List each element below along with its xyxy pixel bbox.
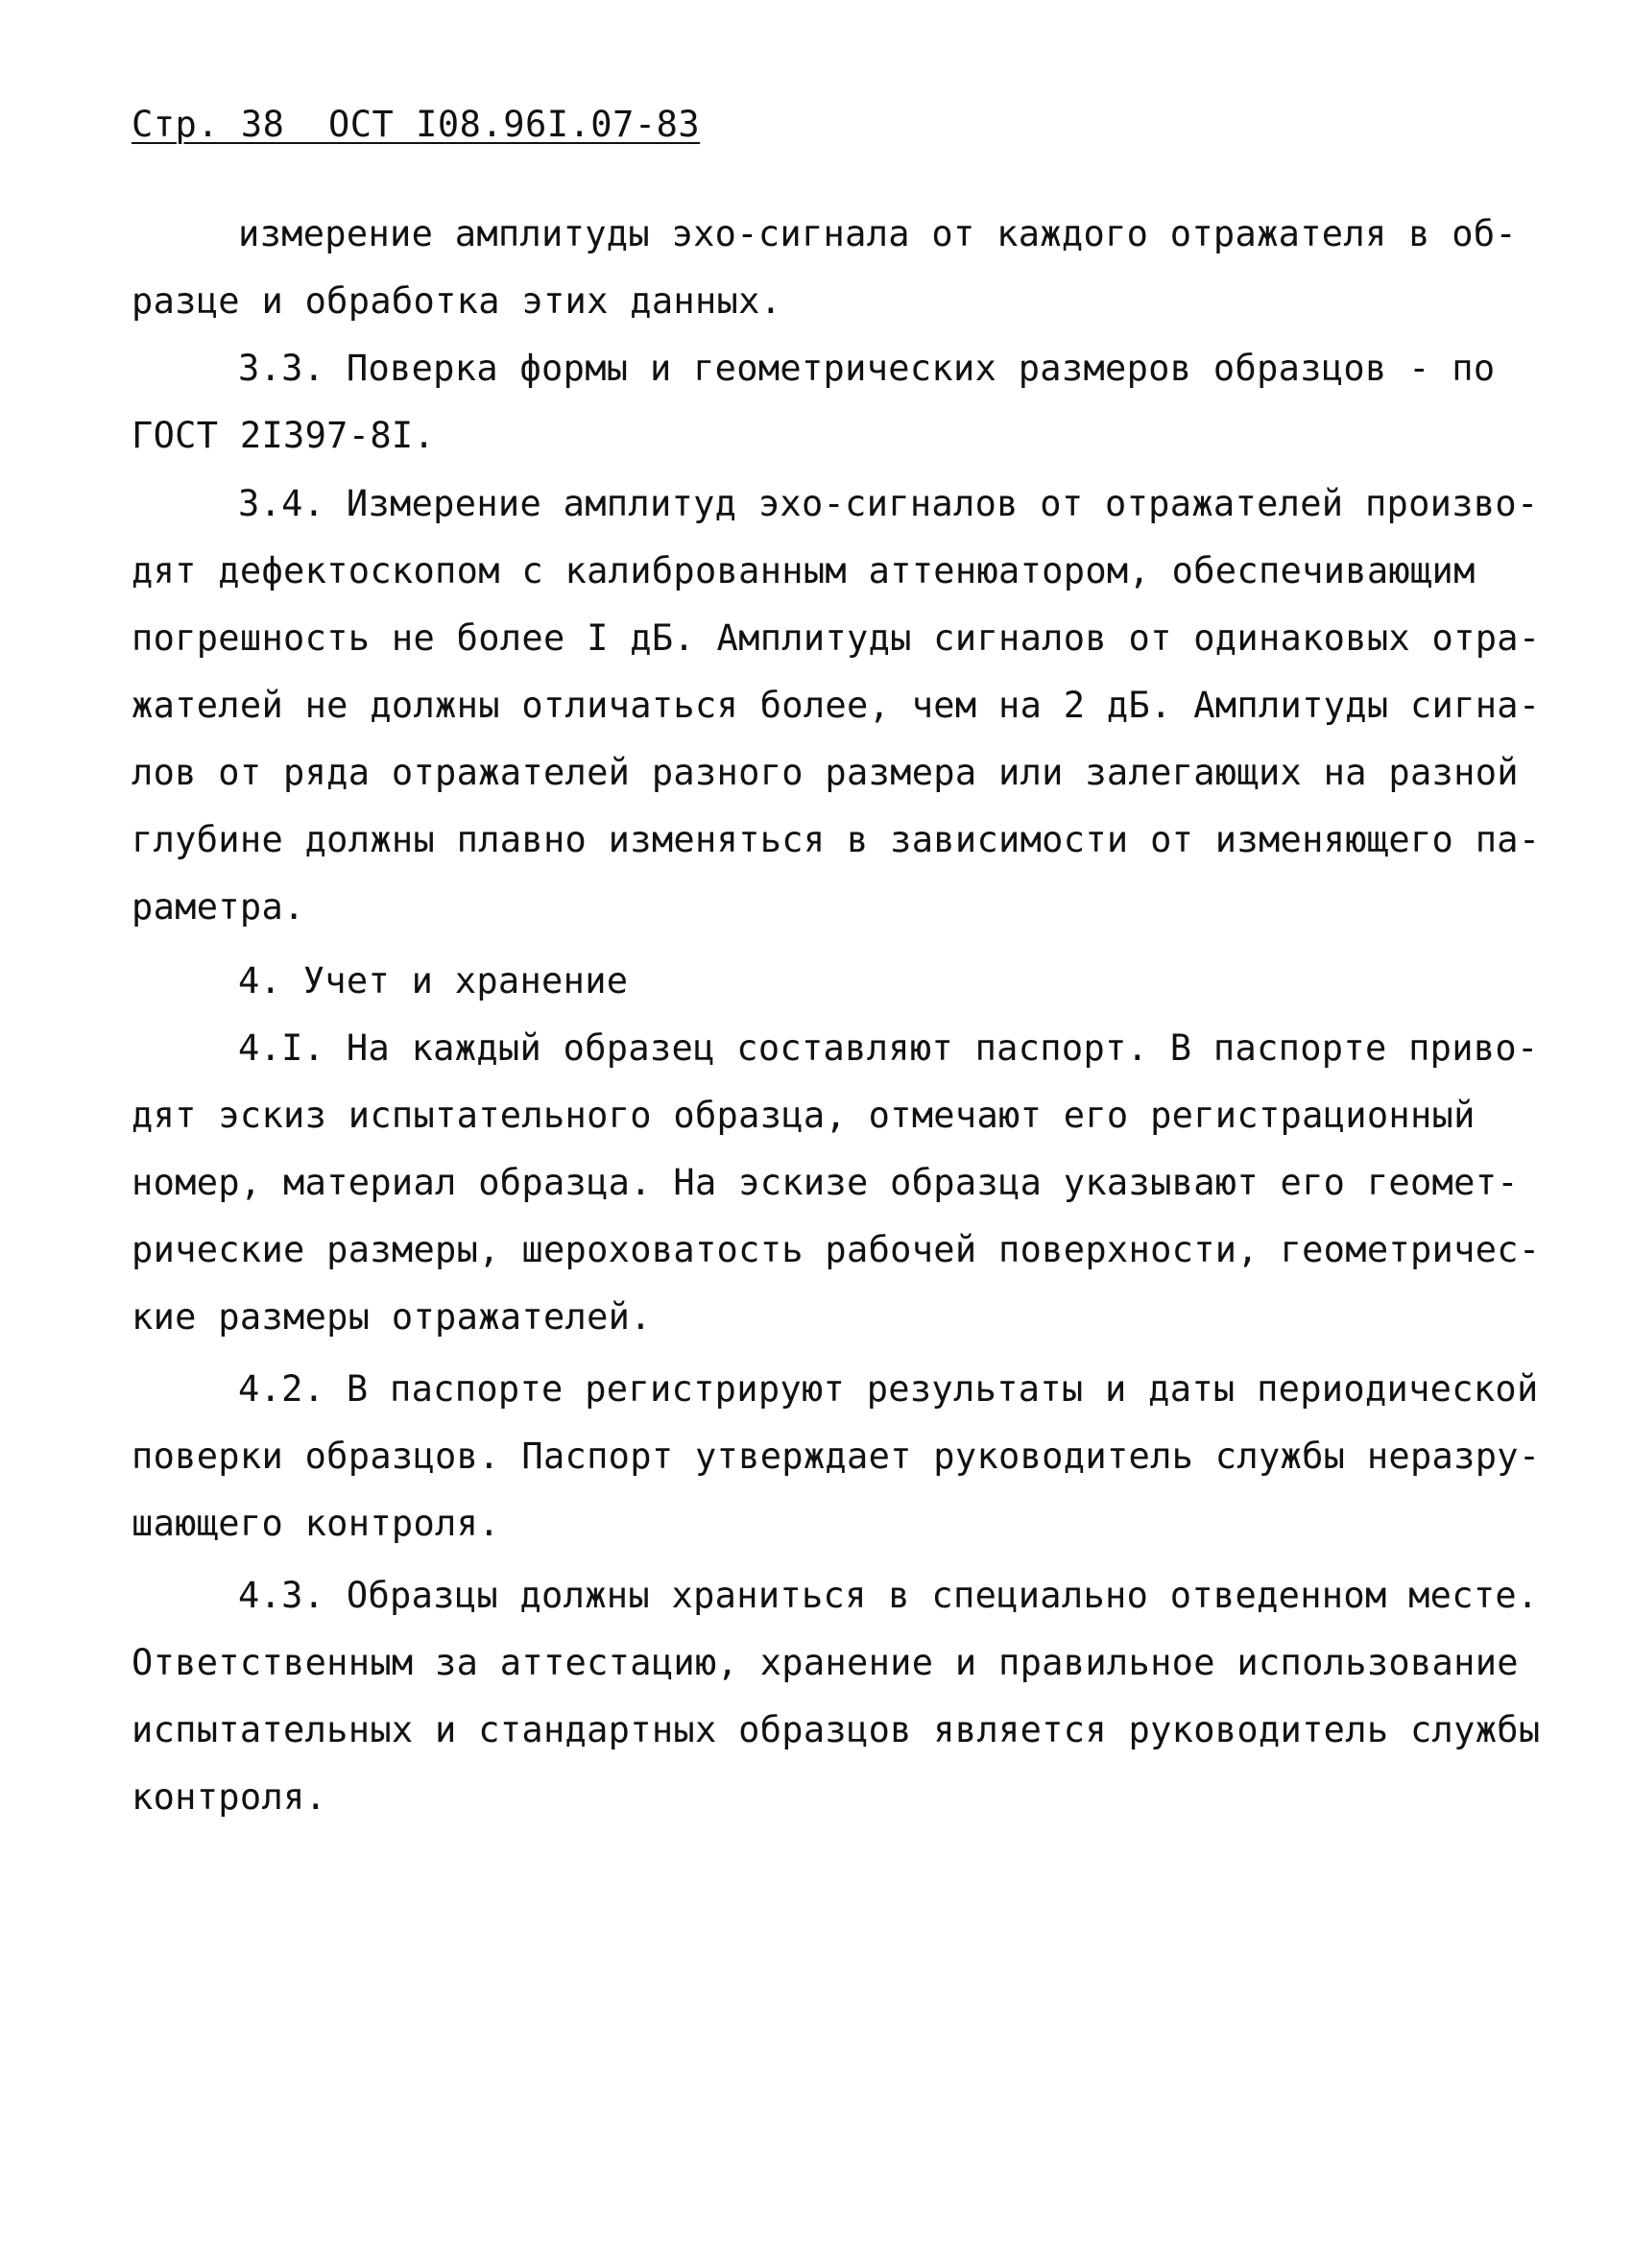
text-line: Ответственным за аттестацию, хранение и правильное использование bbox=[132, 1642, 1519, 1683]
text-line: поверки образцов. Паспорт утверждает руководитель службы неразру- bbox=[132, 1436, 1541, 1477]
section-4-heading: 4. Учет и хранение bbox=[238, 960, 629, 1001]
text-line: рические размеры, шероховатость рабочей поверхности, геометричес- bbox=[132, 1229, 1541, 1270]
section-3-3: 3.3. Поверка формы и геометрических размеров образцов - по bbox=[238, 348, 1496, 389]
section-4-3: 4.3. Образцы должны храниться в специально отведенном месте. bbox=[238, 1575, 1539, 1616]
text-line: глубине должны плавно изменяться в зависимости от изменяющего па- bbox=[132, 819, 1541, 860]
text-line: шающего контроля. bbox=[132, 1503, 500, 1544]
text-line: дят дефектоскопом с калиброванным аттенюатором, обеспечивающим bbox=[132, 550, 1476, 591]
section-4-1: 4.I. На каждый образец составляют паспорт. В паспорте приво- bbox=[238, 1027, 1539, 1069]
text-line: номер, материал образца. На эскизе образца указывают его геомет- bbox=[132, 1162, 1519, 1203]
text-line: измерение амплитуды эхо-сигнала от каждого отражателя в об- bbox=[238, 213, 1517, 254]
page-header: Стр. 38 ОСТ I08.96I.07-83 bbox=[132, 104, 701, 145]
text-line: разце и обработка этих данных. bbox=[132, 280, 782, 322]
text-line: жателей не должны отличаться более, чем на 2 дБ. Амплитуды сигна- bbox=[132, 685, 1541, 726]
text-line: ГОСТ 2I397-8I. bbox=[132, 415, 436, 456]
text-line: контроля. bbox=[132, 1776, 327, 1818]
text-line: дят эскиз испытательного образца, отмечают его регистрационный bbox=[132, 1095, 1476, 1136]
text-line: кие размеры отражателей. bbox=[132, 1296, 652, 1338]
text-line: испытательных и стандартных образцов является руководитель службы bbox=[132, 1709, 1541, 1750]
text-line: лов от ряда отражателей разного размера или залегающих на разной bbox=[132, 752, 1519, 793]
section-3-4: 3.4. Измерение амплитуд эхо-сигналов от отражателей произво- bbox=[238, 483, 1539, 524]
text-line: погрешность не более I дБ. Амплитуды сигналов от одинаковых отра- bbox=[132, 617, 1541, 659]
text-line: раметра. bbox=[132, 886, 305, 928]
section-4-2: 4.2. В паспорте регистрируют результаты и даты периодической bbox=[238, 1368, 1539, 1410]
